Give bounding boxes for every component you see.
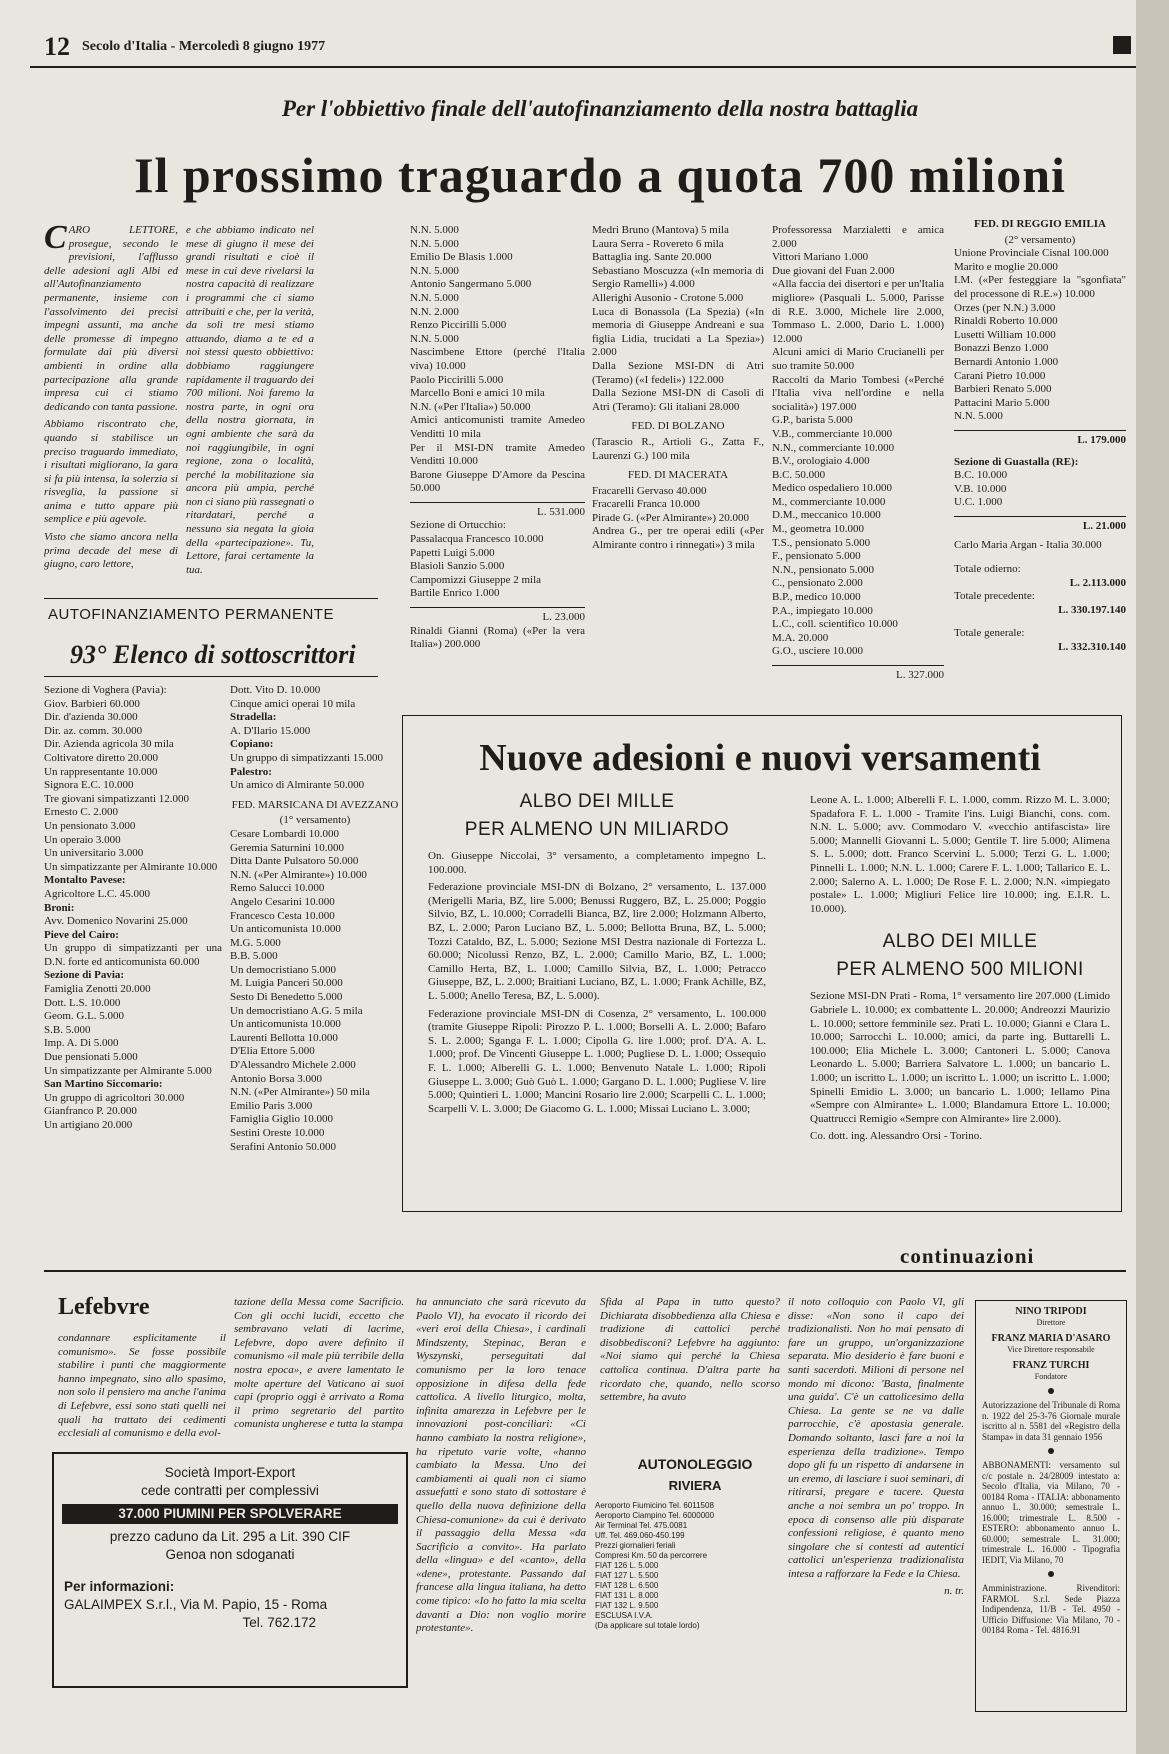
list-item: Tre giovani simpatizzanti 12.000	[44, 792, 190, 805]
section-heading: FED. MARSICANA DI AVEZZANO	[231, 798, 399, 811]
list-item: B.C. 50.000	[772, 468, 826, 481]
lefebvre-col-2	[234, 1296, 404, 1444]
list-item: Sezione di Voghera (Pavia):	[44, 684, 167, 696]
list-item: F., pensionato 5.000	[772, 550, 861, 563]
list-item: Agricoltore L.C. 45.000	[44, 887, 151, 900]
ad-line: Genoa non sdoganati	[165, 1547, 295, 1562]
list-item: «Alla faccia dei disertori e per un'Italia migliore» (Pasquali L. 5.000, Parisse di R.E. 3.000, Michele lire 2.000, Tommaso L. 2.000, Dario L. 1.000) 12.000	[772, 278, 944, 345]
list-item: Remo Salucci 10.000	[230, 882, 325, 895]
lefebvre-col-3	[416, 1296, 586, 1708]
total-odierno: L. 2.113.000	[1069, 576, 1126, 589]
list-item: Renzo Piccirilli 5.000	[410, 319, 507, 332]
table-row: Prezzi giornalieri feriali	[595, 1541, 676, 1550]
list-item: N.N. («Per Almirante») 10.000	[230, 868, 367, 881]
autonoleggio-title: AUTONOLEGGIO	[637, 1456, 753, 1472]
list-item: Un anticomunista 10.000	[230, 1018, 341, 1031]
adesione-para: Leone A. L. 1.000; Alberelli F. L. 1.000, comm. Rizzo M. L. 3.000; Spadafora F. L. 1.000 - Tramite l'ins. Luigi Bianchi, cons. com. N.N. L. 5.000; avv. Commodaro V. «vecchio antifascista» lire 5.000; Mannelli Giovanni L. 5.000; Gentile T. lire 5.000; Alimena S. L. 5.000; dott. Franco Scervini L. 5.000; Terzi G. L. 1.000; Pinnelli L. 1.000; N.N. L. 1.000; Carere F. L. 1.000; Tallarico E. L. 2.000; Salerno A. L. 1.000; De Rose F. L. 2.000; N.N. «impiegato postale» L. 1.000; Migliuri Felice lire 10.000; ing. E.I.R. L. 10.000).	[810, 794, 1110, 915]
list-item: Un democristiano A.G. 5 mila	[230, 1004, 363, 1017]
list-item: Battaglia ing. Sante 20.000	[592, 251, 712, 264]
list-item: Un gruppo di simpatizzanti 15.000	[230, 751, 384, 764]
list-item: Emilio De Blasis 1.000	[410, 251, 513, 264]
list-item: Un amico di Almirante 50.000	[230, 779, 365, 792]
list-item: Un gruppo di agricoltori 30.000	[44, 1091, 185, 1104]
list-item: M., geometra 10.000	[772, 523, 864, 536]
list-item: S.B. 5.000	[44, 1023, 91, 1036]
list-item: Un gruppo di simpatizzanti per una D.N. forte ed anticomunista 60.000	[44, 942, 222, 968]
list-item: Cesare Lombardi 10.000	[230, 827, 340, 840]
list-item: V.B. 10.000	[954, 482, 1007, 495]
import-export-ad	[52, 1452, 408, 1688]
list-item: I.M. («Per festeggiare la "sgonfiata" del processone di R.E.») 10.000	[954, 274, 1126, 300]
list-item: Fracarelli Gervaso 40.000	[592, 484, 707, 497]
list-item: Per il MSI-DN tramite Amedeo Venditti 10.000	[410, 441, 585, 468]
list-item: Carani Pietro 10.000	[954, 369, 1046, 382]
list-item: Barbieri Renato 5.000	[954, 383, 1052, 396]
section-label: Sezione di Guastalla (RE):	[954, 455, 1079, 468]
lefebvre-col-4	[600, 1296, 780, 1446]
administration-text: Amministrazione. Rivenditori: FARMOL S.r.l. Sede Piazza Indipendenza, 11/B - Tel. 4950 - Ufficio Diffusione: Via Milano, 70 - 00184 Roma - Tel. 4816.91	[982, 1583, 1120, 1635]
editorial-col-2	[186, 224, 314, 584]
list-item: Angelo Cesarini 10.000	[230, 895, 335, 908]
list-item: Coltivatore diretto 20.000	[44, 751, 158, 764]
list-item: B.C. 10.000	[954, 469, 1008, 482]
list-item: N.N. 5.000	[954, 410, 1003, 423]
albo-500-title: PER ALMENO 500 MILIONI	[836, 959, 1084, 981]
list-item: Dalla Sezione MSI-DN di Casoli di Atri (Teramo): Gli italiani 28.000	[592, 387, 764, 413]
autonoleggio-name: RIVIERA	[668, 1478, 722, 1493]
list-item: Geom. G.L. 5.000	[44, 1010, 125, 1023]
lefebvre-col-1	[58, 1332, 226, 1444]
lefebvre-text: condannare esplicitamente il comunismo». Se fosse possibile stabilire i punti che maggiormente hanno impegnato, sino allo spasimo, non solo il pensiero ma anche l'anima di Lefebvre, essi sono stati quelli nei quali ha trattato dei cedimenti ecclesiali al comunismo e della evol-	[58, 1332, 226, 1440]
list-item: Campomizzi Giuseppe 2 mila	[410, 573, 542, 586]
list-item: Dalla Sezione MSI-DN di Atri (Teramo) («I fedeli») 122.000	[592, 359, 764, 386]
list-item: Barone Giuseppe D'Amore da Pescina 50.000	[410, 468, 585, 495]
list-item: N.N. 5.000	[410, 224, 459, 236]
table-row: Compresi Km. 50 da percorrere	[595, 1551, 708, 1560]
list-item: Lusetti William 10.000	[954, 328, 1056, 341]
list-item: Papetti Luigi 5.000	[410, 546, 495, 559]
subtotal: L. 327.000	[772, 665, 944, 683]
list-item: Rinaldi Gianni (Roma) («Per la vera Italia») 200.000	[410, 624, 585, 651]
subtotal: L. 23.000	[410, 607, 585, 625]
adesione-para: Federazione provinciale MSI-DN di Bolzano, 2° versamento, L. 137.000 (Merigelli Maria, BZ, lire 5.000; Benussi Ruggero, BZ, L. 25.000; Poggio Silvio, BZ, L. 10.000; Corradelli Bianca, BZ, lire 2.000; Holzmann Alberto, BZ, L. 2.000; Paron Luciano BZ, L. 5.000; Bellotta Bruna, BZ, L. 5.000; Tozzi Cataldo, BZ, L. 5.000; Sezione MSI Destra nazionale di Fortezza L. 60.000; Nicolussi Renzo, BZ, L. 2.000; Camillo Mario, BZ, L. 1.000; Camillo Herta, BZ, L. 1.000; Camillo Silvia, BZ, L. 1.000; Petracco Giuseppe, BZ, L. 2.000; Braitiani Luciano, BZ, L. 1.000; Frank Achille, BZ, L. 5.000; Anello Teresa, BZ, L. 5.000).	[428, 881, 766, 1002]
lefebvre-col-5	[788, 1296, 964, 1716]
section-label: Sezione di Ortucchio:	[410, 519, 506, 532]
list-item: N.N. («Per Almirante») 50 mila	[230, 1086, 370, 1099]
total-precedente-label: Totale precedente:	[954, 590, 1035, 603]
director-role: Direttore	[1036, 1317, 1066, 1327]
adesioni-col-1	[428, 788, 766, 1198]
autonoleggio-table	[595, 1501, 795, 1631]
list-item: B.V., orologiaio 4.000	[772, 455, 870, 468]
table-row: Air Terminal Tel. 475.0081	[595, 1521, 688, 1530]
ad-line: Società Import-Export	[164, 1465, 296, 1480]
list-item: Luca di Bonassola (La Spezia) («In memoria di Giuseppe Andreani e sua figlia Lidia, trucidati a La Spezia») 2.000	[592, 305, 764, 359]
albo-mille-title: ALBO DEI MILLE	[519, 791, 675, 812]
list-item: Geremia Saturnini 10.000	[230, 841, 344, 854]
total-generale-label: Totale generale:	[954, 627, 1025, 640]
list-item: Vittori Mariano 1.000	[772, 251, 869, 264]
registration-text: Autorizzazione del Tribunale di Roma n. 1922 del 25-3-76 Giornale murale iscritto al n. 5581 del «Registro della Stampa» in data 31 gennaio 1956	[982, 1400, 1120, 1442]
list-item: Pirade G. («Per Almirante») 20.000	[592, 511, 750, 524]
list-item: Dott. Vito D. 10.000	[230, 684, 321, 696]
list-item: Blasioli Sanzio 5.000	[410, 560, 505, 573]
list-item: Professoressa Marzialetti e amica 2.000	[772, 224, 944, 250]
masthead	[975, 1300, 1127, 1712]
list-item: Antonio Borsa 3.000	[230, 1072, 322, 1085]
list-item: M., commerciante 10.000	[772, 495, 886, 508]
vice-director-role: Vice Direttore responsabile	[1007, 1344, 1095, 1354]
divider	[44, 1270, 1126, 1272]
list-item: M. Luigia Panceri 50.000	[230, 977, 343, 990]
list-item: Unione Provinciale Cisnal 100.000	[954, 247, 1109, 260]
list-item: Un simpatizzante per Almirante 5.000	[44, 1064, 212, 1077]
list-item: Broni:	[44, 901, 75, 914]
table-row: FIAT 126 L. 5.000	[595, 1561, 659, 1570]
list-item: Famiglia Giglio 10.000	[230, 1113, 333, 1126]
ad-line: cede contratti per complessivi	[141, 1483, 319, 1498]
list-item: Medico ospedaliero 10.000	[772, 482, 893, 495]
list-item: Un anticomunista 10.000	[230, 923, 341, 936]
list-col-5	[772, 224, 944, 699]
list-item: V.B., commerciante 10.000	[772, 427, 893, 440]
list-item: N.N. 5.000	[410, 237, 459, 250]
table-row: Aeroporto Fiumicino Tel. 6011508	[595, 1501, 714, 1510]
table-row: FIAT 131 L. 8.000	[595, 1591, 659, 1600]
director-name: NINO TRIPODI	[1015, 1306, 1087, 1317]
list-item: M.G. 5.000	[230, 936, 281, 949]
list-item: P.A., impiegato 10.000	[772, 604, 873, 617]
lefebvre-title: Lefebvre	[58, 1294, 150, 1320]
list-item: N.N., commerciante 10.000	[772, 441, 895, 454]
list-item: Alcuni amici di Mario Crucianelli per suo tramite 50.000	[772, 346, 944, 372]
list-item: G.P., barista 5.000	[772, 414, 853, 427]
list-item: D.M., meccanico 10.000	[772, 509, 881, 522]
list-item: Marcello Boni e amici 10 mila	[410, 387, 545, 400]
section-heading: FED. DI MACERATA	[627, 469, 729, 482]
lefebvre-signature: n. tr.	[944, 1585, 964, 1598]
list-item: Amici anticomunisti tramite Amedeo Venditti 10 mila	[410, 414, 585, 440]
permanente-label: AUTOFINANZIAMENTO PERMANENTE	[48, 606, 334, 623]
adesione-para: Federazione provinciale MSI-DN di Cosenza, 2° versamento, L. 100.000 (tramite Giuseppe Ripoli: Pirozzo P. L. 1.000; Borselli A. L. 2.000; Bafaro S. L. 2.000; Sganga F. L. 1.000; Cipolla G. lire 1.000; prof. D'A. A. L. 1.000; prof. De Vincenti Giuseppe L. 1.000; Pugliese D. L. 1.000; Ossequio F. L. 1.000; Alberelli G. L. 1.000; Benvenuto Natale L. 1.000; Ripoli Giuseppe L. 3.000; Guò Guò L. 1.000; Gargano D. L. 1.000; Pugliese V. lire 5.000; Quintieri L. 1.000; Mancini Rosario lire 2.000; Scarpelli C. L. 1.000; Scarpelli V. L. 3.000; De Giacomo G. L. 1.000; Missai Luciano L. 3.000;	[428, 1007, 766, 1115]
list-item: Allerighi Ausonio - Crotone 5.000	[592, 291, 744, 304]
list-col-6	[954, 218, 1126, 703]
total-generale: L. 332.310.140	[1058, 641, 1126, 654]
list-item: Dir. d'azienda 30.000	[44, 711, 138, 724]
list-item: Carlo Maria Argan - Italia 30.000	[954, 539, 1102, 552]
list-item: M.A. 20.000	[772, 631, 829, 644]
section-heading: FED. DI BOLZANO	[631, 420, 725, 433]
list-item: Andrea G., per tre operai edili («Per Almirante contro i rinnegati») 3 mila	[592, 525, 764, 552]
list-item: D'Alessandro Michele 2.000	[230, 1059, 356, 1072]
autonoleggio-ad	[595, 1456, 795, 1631]
list-item: Un pensionato 3.000	[44, 819, 136, 832]
list-item: Francesco Cesta 10.000	[230, 909, 335, 922]
list-item: Dir. Azienda agricola 30 mila	[44, 738, 174, 751]
paper-date: Secolo d'Italia - Mercoledì 8 giugno 1977	[82, 39, 326, 54]
list-item: U.C. 1.000	[954, 496, 1003, 509]
list-item: Rinaldi Roberto 10.000	[954, 315, 1058, 328]
founder-role: Fondatore	[1034, 1371, 1068, 1381]
bullet-icon	[1048, 1571, 1054, 1577]
list-item: Imp. A. Di 5.000	[44, 1037, 119, 1050]
page-edge	[1136, 0, 1169, 1754]
list-item: Un rappresentante 10.000	[44, 765, 158, 778]
list-item: Bernardi Antonio 1.000	[954, 355, 1059, 368]
list-item: Medri Bruno (Mantova) 5 mila	[592, 224, 729, 236]
page-header	[30, 30, 1139, 68]
list-item: Paolo Piccirilli 5.000	[410, 373, 504, 386]
list-item: Famiglia Zenotti 20.000	[44, 983, 151, 996]
list-item: Ditta Dante Pulsatoro 50.000	[230, 855, 359, 868]
list-item: T.S., pensionato 5.000	[772, 536, 871, 549]
list-item: Bonazzi Benzo 1.000	[954, 342, 1049, 355]
table-row: Aeroporto Ciampino Tel. 6000000	[595, 1511, 715, 1520]
ad-phone: Tel. 762.172	[242, 1615, 316, 1630]
ad-line: GALAIMPEX S.r.l., Via M. Papio, 15 - Roma	[64, 1597, 328, 1612]
list-item: Signora E.C. 10.000	[44, 779, 134, 792]
section-heading: FED. DI REGGIO EMILIA	[973, 218, 1107, 230]
list-item: Antonio Sangermano 5.000	[410, 278, 532, 291]
lefebvre-text: Sfida al Papa in tutto questo? Dichiarata disobbedienza alla Chiesa e tradizione di cattolici perché disobbedisconi? Lefebvre ha aggiunto: «Noi siamo qui perché la Chiesa cattolica continua. D'altra parte ha ricordato che, quando, nello scorso settembre, ha avuto	[600, 1296, 780, 1404]
list-item: Sesto Di Benedetto 5.000	[230, 991, 343, 1004]
list-item: B.P., medico 10.000	[772, 591, 861, 604]
list-item: Sestini Oreste 10.000	[230, 1127, 325, 1139]
list-item: Laura Serra - Rovereto 6 mila	[592, 237, 724, 250]
lefebvre-text: tazione della Messa come Sacrificio. Con gli occhi lucidi, eccetto che sembravano velati di lacrime, Lefebvre, dopo avere definito il comunismo «il male più terribile della nostra epoca», e avere lamentato le molte aperture del Vaticano ai suoi capi (proprio oggi è arrivato a Roma il primo segretario del partito comunista ungherese e tutta la stampa	[234, 1296, 404, 1431]
subtotal: L. 179.000	[954, 430, 1126, 448]
list-item: Nascimbene Ettore (perché l'Italia viva) 10.000	[410, 346, 585, 372]
list-item: Passalacqua Francesco 10.000	[410, 533, 544, 546]
bullet-icon	[1048, 1388, 1054, 1394]
divider	[44, 676, 378, 677]
list-item: A. D'Ilario 15.000	[230, 724, 311, 737]
list-item: Avv. Domenico Novarini 25.000	[44, 915, 188, 928]
list-item: Un democristiano 5.000	[230, 963, 337, 976]
list-item: N.N. 2.000	[410, 305, 459, 318]
table-row: FIAT 132 L. 9.500	[595, 1601, 659, 1610]
list-item: L.C., coll. scientifico 10.000	[772, 618, 898, 631]
adesione-para: On. Giuseppe Niccolai, 3° versamento, a completamento impegno L. 100.000.	[428, 850, 766, 876]
table-row: (Da applicare sul totale lordo)	[595, 1621, 700, 1630]
founder-name: FRANZ TURCHI	[1012, 1360, 1090, 1371]
kicker: Per l'obbiettivo finale dell'autofinanziamento della nostra battaglia	[281, 96, 919, 121]
list-item: Sebastiano Moscuzza («In memoria di Sergio Ramelli») 4.000	[592, 264, 764, 291]
list-item: Un operaio 3.000	[44, 833, 121, 846]
editorial-para-4: e che abbiamo indicato nel mese di giugno il mese dei grandi risultati e cioè il mese in cui deve rivelarsi la nostra capacità di realizzare i programmi che ci siamo attribuiti e che, per la verità, da soli tre mesi stiamo attuando, diamo a te ed a noi stessi questo obbiettivo: dobbiamo raggiungere rapidamente il traguardo dei 700 milioni. Noi faremo la nostra parte, in ogni ora della nostra giornata, in ogni ambiente che sarà da noi raggiungibile, in ogni regione, zona o località, perché la mobilitazione sia ancora più ampia, perché non ci siano più rassegnati o ritardatari, perché a nessuno sia negata la gioia della «partecipazione». Tu, Lettore, farai certamente la tua.	[186, 224, 314, 576]
subtotal: L. 531.000	[410, 502, 585, 520]
list-item: Ernesto C. 2.000	[44, 806, 118, 819]
list-item: Montalto Pavese:	[44, 874, 126, 887]
list-item: C., pensionato 2.000	[772, 577, 863, 590]
headline: Il prossimo traguardo a quota 700 milioni	[134, 147, 1066, 203]
elenco-title: 93° Elenco di sottoscrittori	[70, 640, 356, 669]
adesioni-title: Nuove adesioni e nuovi versamenti	[479, 737, 1041, 779]
permanente-col-2	[230, 684, 400, 1229]
list-item: Gianfranco P. 20.000	[44, 1105, 137, 1118]
list-item: Stradella:	[230, 711, 277, 724]
list-item: Pieve del Cairo:	[44, 928, 119, 941]
adesione-para: Sezione MSI-DN Prati - Roma, 1° versamento lire 207.000 (Limido Gabriele L. 10.000; ex combattente L. 20.000; Andreozzi Maurizio L. 10.000; settore femminile sez. Prati L. 10.000; Gianni e Clara L. 10.000; Sarrocchi L. 10.000; amici, da parte ing. Buttarelli L. 100.000; Elia Michele L. 3.000; Cantoneri L. 5.000; Canova Leonardo L. 5.000; Barriera Salvatore L. 1.000; un bancario L. 1.000; un iscritto L. 1.000; un iscritto L. 1.000; un iscritto L. 1.000; Spinelli Emidio L. 3.000; un bancario L. 1.000; Iellamo Pina «Sempre con Almirante» L. 1.000; Blandamura Ettore L. 10.000; Quattrucci Remigio «Sempre con Almirante» lire 2.000).	[810, 990, 1110, 1125]
list-item: Emilio Paris 3.000	[230, 1099, 313, 1112]
ad-line: prezzo caduno da Lit. 295 a Lit. 390 CIF	[109, 1529, 351, 1544]
permanente-col-1	[44, 684, 222, 1229]
bullet-icon	[1048, 1448, 1054, 1454]
list-item: Bartile Enrico 1.000	[410, 587, 500, 600]
subtotal: L. 21.000	[954, 516, 1126, 534]
table-row: Uff. Tel. 469.060-450.199	[595, 1531, 685, 1540]
divider	[44, 598, 378, 599]
list-item: Cinque amici operai 10 mila	[230, 697, 356, 710]
table-row: FIAT 128 L. 6.500	[595, 1581, 659, 1590]
albo-mille-title-2: ALBO DEI MILLE	[882, 931, 1038, 953]
list-item: D'Elia Ettore 5.000	[230, 1045, 315, 1058]
list-item: N.N. 5.000	[410, 332, 459, 345]
list-item: Dir. az. comm. 30.000	[44, 724, 143, 737]
list-item: Un simpatizzante per Almirante 10.000	[44, 860, 218, 873]
list-item: Pattacini Mario 5.000	[954, 396, 1050, 409]
editorial-para-1: ARO LETTORE, prosegue, secondo le previsioni, l'afflusso delle adesioni agli Albi ed all'Autofinanziamento permanente, insieme con l'assolvimento dei precisi impegni assunti, ma anche delle promesse di impegno formulate dai più diversi ambienti in ordine alla partecipazione alla grande impresa cui ci stiamo dedicando con tanta passione.	[44, 224, 178, 413]
list-item: N.N. 5.000	[410, 291, 459, 304]
lefebvre-text: ha annunciato che sarà ricevuto da Paolo VI), ha evocato il ricordo dei «veri eroi della Chiesa», i cardinali Mindszenty, Stepinac, Beran e Wyszynski, perseguitati dal comunismo per la loro tenace opposizione in difesa della fede cattolica. A livello liturgico, molta, infinita amarezza in Lefebvre per le innovazioni post-conciliari: «Ci hanno cambiato la nostra religione», ha ripetuto varie volte, «hanno cambiato la Messa. Uno dei cambiamenti ai quali non ci siamo assuefatti e sono stato di sottostare è quello della nuova definizione della Chiesa-comunione» da cui è derivato il passaggio della Messa «da Sacrificio a convito». Ha parlato della «lingua» e del «canto», della «dene», protestante. Passando dal francese alla lingua italiana, ha detto come tipico: «Io ho fatto la mia scelta davanti a Dio: non voglio morire protestante».	[416, 1296, 586, 1635]
editorial-para-2: Abbiamo riscontrato che, quando si stabilisce un preciso traguardo immediato, i risultati migliorano, la gara si fa più intensa, la solerzia si risveglia, la passione si anima e tutto appare più semplice e più agevole.	[44, 418, 178, 526]
list-item: Giov. Barbieri 60.000	[44, 697, 140, 710]
section-subheading: (2° versamento)	[1004, 233, 1076, 246]
list-item: Palestro:	[230, 765, 272, 778]
list-item: Copiano:	[230, 738, 274, 751]
subscription-text: ABBONAMENTI: versamento sul c/c postale n. 24/28009 intestato a: Secolo d'Italia, via Milano, 70 - 00184 Roma - ITALIA: abbonamento annuo L. 30.000; semestrale L. 16.000; trimestrale L. 8.500 - ESTERO: abbonamento annuo L. 60.000; semestrale L. 31.000; trimestrale L. 16.000 - Tipografia IEDIT, Via Milano, 70	[982, 1460, 1120, 1565]
dropcap: C	[44, 224, 67, 256]
list-item: (Tarascio R., Artioli G., Zatta F., Laurenzi G.) 100 mila	[592, 435, 764, 462]
adesione-para: Co. dott. ing. Alessandro Orsi - Torino.	[810, 1130, 982, 1143]
total-precedente: L. 330.197.140	[1058, 603, 1126, 616]
list-item: G.O., usciere 10.000	[772, 645, 864, 658]
list-item: Serafini Antonio 50.000	[230, 1140, 337, 1153]
list-item: Orzes (per N.N.) 3.000	[954, 301, 1056, 314]
ad-line: Per informazioni:	[64, 1579, 175, 1594]
list-item: Dott. L.S. 10.000	[44, 996, 121, 1009]
list-item: Fracarelli Franca 10.000	[592, 498, 700, 511]
editorial-col-1	[44, 224, 178, 584]
list-col-4	[592, 224, 764, 699]
list-item: N.N. 5.000	[410, 264, 459, 277]
list-item: San Martino Siccomario:	[44, 1078, 163, 1091]
list-item: Un artigiano 20.000	[44, 1119, 133, 1131]
table-row: FIAT 127 L. 5.500	[595, 1571, 659, 1580]
corner-mark-icon	[1113, 36, 1131, 54]
continuazioni-label: continuazioni	[900, 1244, 1035, 1268]
section-subheading: (1° versamento)	[279, 814, 351, 827]
vice-director-name: FRANZ MARIA D'ASARO	[991, 1333, 1111, 1344]
total-odierno-label: Totale odierno:	[954, 563, 1021, 576]
list-item: Raccolti da Mario Tombesi («Perché l'Italia viva nell'ordine e nella socialità») 197.000	[772, 373, 944, 413]
ad-highlight: 37.000 PIUMINI PER SPOLVERARE	[62, 1504, 398, 1524]
list-item: Due giovani del Fuan 2.000	[772, 264, 895, 277]
list-item: N.N. («Per l'Italia») 50.000	[410, 400, 531, 413]
list-col-3	[410, 224, 585, 699]
editorial-para-3: Visto che siamo ancora nella prima decade del mese di giugno, caro lettore,	[44, 531, 178, 571]
list-item: Sezione di Pavia:	[44, 969, 125, 982]
lefebvre-text: il noto colloquio con Paolo VI, gli disse: «Non sono il capo dei tradizionalisti. Non ho mai pensato di fare un gruppo, un'organizzazione separata. Mio desiderio è fare buoni e santi sacerdoti. Milioni di persone nel mondo mi dicono: 'Basta, finalmente una guida'. C'è un cattolicesimo della Chiesa. La gente se ne va dalle parrocchie, c'è apostasia generale. Domando soltanto, lasci fare a noi la esperienza della tradizione». Tempo dopo gli fu un rispetto di andarsene in un eremo, di lasciare i suoi seminari, di ritirarsi, pregare e tacere. Questa anche a noi sembra un po' troppo. In epoca di consenso alle più disparate confessioni religiose, è quanto meno singolare che si contesti ad autentici cattolici un'esperienza tradizionalista intesa a rafforzare la Fede e la Chiesa.	[788, 1296, 964, 1580]
adesioni-col-2	[810, 794, 1110, 1204]
table-row: ESCLUSA I.V.A.	[595, 1611, 653, 1620]
list-item: Due pensionati 5.000	[44, 1051, 138, 1064]
list-item: Un universitario 3.000	[44, 847, 144, 860]
list-item: Laurenti Bellotta 10.000	[230, 1031, 338, 1044]
list-item: B.B. 5.000	[230, 950, 278, 963]
list-item: Marito e moglie 20.000	[954, 260, 1058, 273]
list-item: N.N., pensionato 5.000	[772, 563, 875, 576]
page-number: 12	[44, 32, 70, 61]
albo-miliardo-title: PER ALMENO UN MILIARDO	[464, 819, 730, 840]
